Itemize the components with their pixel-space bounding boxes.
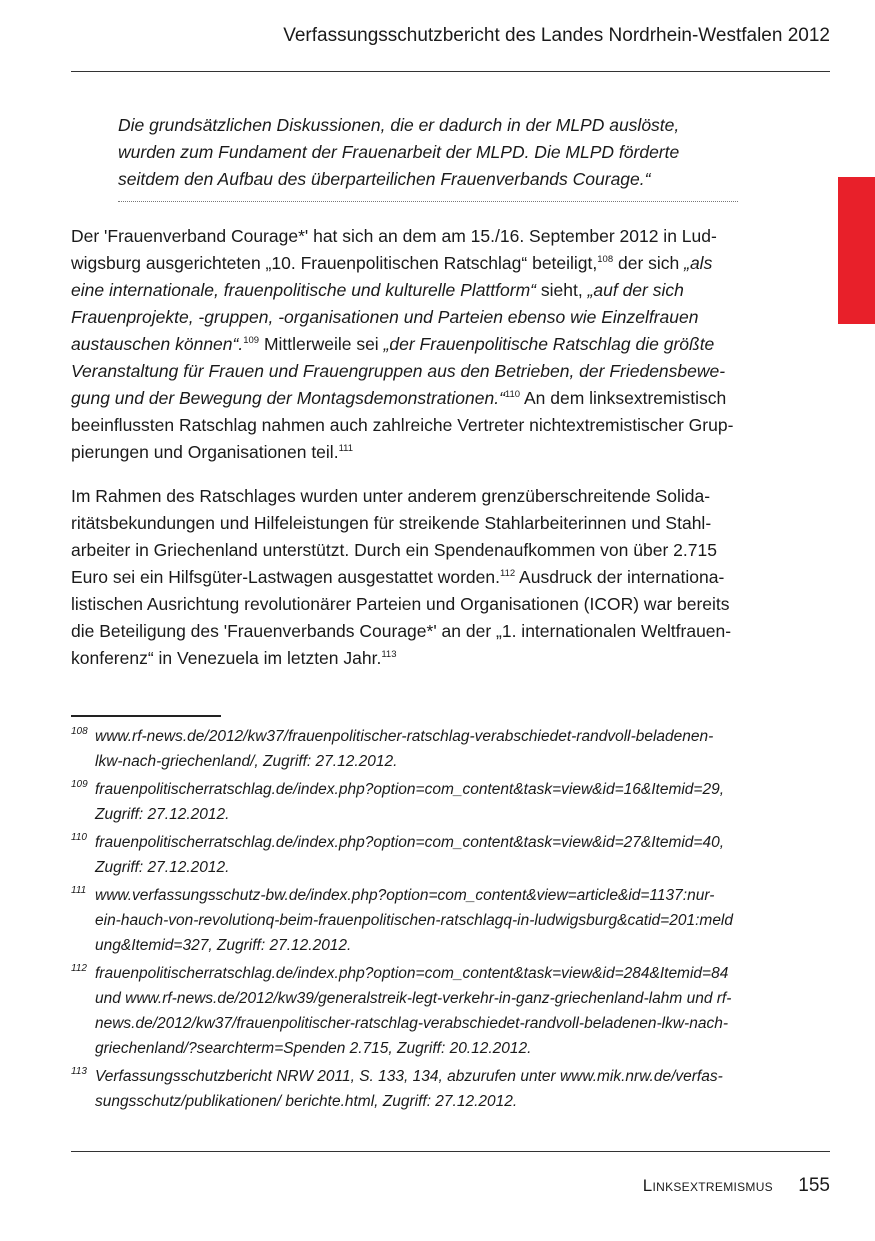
- quote-line: Die grundsätzlichen Diskussionen, die er dadurch in der MLPD auslöste,: [118, 115, 680, 135]
- footnote-line: ung&Itemid=327, Zugriff: 27.12.2012.: [95, 937, 352, 954]
- text-line: pierungen und Organisationen teil.$^{111}$: [71, 442, 354, 462]
- footnote-109: [71, 777, 791, 827]
- body-paragraph-2: [71, 483, 781, 672]
- text-line: ritätsbekundungen und Hilfeleistungen für streikende Stahlarbeiterinnen und Stahl-: [71, 513, 712, 533]
- block-quote: [118, 112, 758, 193]
- footnote-112: [71, 961, 791, 1061]
- footnote-number: 112: [71, 963, 87, 974]
- footnote-113: [71, 1064, 791, 1114]
- text-line: Euro sei ein Hilfsgüter-Lastwagen ausgestattet worden.$^{112}$ Ausdruck der internationa-: [71, 567, 725, 587]
- text-line: Im Rahmen des Ratschlages wurden unter anderem grenzüberschreitende Solida-: [71, 486, 711, 506]
- footnote-link[interactable]: www.verfassungsschutz-bw.de/index.php?option=com_content&view=article&id=1137:nur-: [95, 887, 715, 904]
- footnote-number: 108: [71, 726, 88, 737]
- footnote-108: [71, 724, 791, 774]
- text-line: arbeiter in Griechenland unterstützt. Durch ein Spendenaufkommen von über 2.715: [71, 540, 717, 560]
- text-line: wigsburg ausgerichteten „10. Frauenpolitischen Ratschlag“ beteiligt,$^{108}$ der sich „als: [71, 253, 713, 273]
- footnote-link[interactable]: frauenpolitischerratschlag.de/index.php?option=com_content&task=view&id=284&Itemid=84: [95, 965, 729, 982]
- chapter-tab-marker: [838, 177, 875, 324]
- footnote-link[interactable]: und www.rf-news.de/2012/kw39/generalstreik-legt-verkehr-in-ganz-griechenland-lahm und rf-: [95, 990, 732, 1007]
- footnote-link[interactable]: news.de/2012/kw37/frauenpolitischer-ratschlag-verabschiedet-randvoll-beladenen-lkw-nach-: [95, 1015, 728, 1032]
- page-number: 155: [798, 1175, 830, 1196]
- text-line: die Beteiligung des 'Frauenverbands Courage*' an der „1. internationalen Weltfrauen-: [71, 621, 732, 641]
- footer-section-title: Linksextremismus: [642, 1176, 773, 1195]
- text-line: Veranstaltung für Frauen und Frauengruppen aus den Betrieben, der Friedensbewe-: [71, 361, 726, 381]
- footnote-separator: [71, 715, 221, 717]
- footnote-111: [71, 883, 791, 958]
- footnote-110: [71, 830, 791, 880]
- footnote-ref: 112: [500, 568, 516, 579]
- running-header-title: Verfassungsschutzbericht des Landes Nordrhein-Westfalen 2012: [283, 25, 830, 46]
- footnote-ref: 110: [504, 389, 521, 400]
- footnote-link[interactable]: www.rf-news.de/2012/kw37/frauenpolitischer-ratschlag-verabschiedet-randvoll-beladenen-: [95, 728, 714, 745]
- footnote-line: Zugriff: 27.12.2012.: [95, 806, 230, 823]
- quote-line: seitdem den Aufbau des überparteilichen Frauenverbands Courage.“: [118, 169, 651, 189]
- text-line: Der 'Frauenverband Courage*' hat sich an dem am 15./16. September 2012 in Lud-: [71, 226, 717, 246]
- text-line: listischen Ausrichtung revolutionärer Parteien und Organisationen (ICOR) war bereits: [71, 594, 730, 614]
- footnote-line: lkw-nach-griechenland/, Zugriff: 27.12.2012.: [95, 753, 398, 770]
- footnote-link[interactable]: ein-hauch-von-revolutionq-beim-frauenpolitischen-ratschlagq-in-ludwigsburg&catid=201:meld: [95, 912, 733, 929]
- body-paragraph-1: [71, 223, 781, 466]
- text-line: beeinflussten Ratschlag nahmen auch zahlreiche Vertreter nichtextremistischer Grup-: [71, 415, 734, 435]
- footnote-line: griechenland/?searchterm=Spenden 2.715, Zugriff: 20.12.2012.: [95, 1040, 532, 1057]
- text-line: austauschen können“.$^{109}$ Mittlerweile sei „der Frauenpolitische Ratschlag die größte: [71, 334, 715, 354]
- quote-dotted-separator: [118, 201, 738, 202]
- footnote-number: 113: [71, 1066, 87, 1077]
- text-line: gung und der Bewegung der Montagsdemonstrationen.“$^{110}$ An dem linksextremistisch: [71, 388, 727, 408]
- text-line: eine internationale, frauenpolitische und kulturelle Plattform“ sieht, „auf der sich: [71, 280, 684, 300]
- footnote-ref: 111: [338, 443, 354, 454]
- quote-line: wurden zum Fundament der Frauenarbeit der MLPD. Die MLPD förderte: [118, 142, 680, 162]
- header-rule: [71, 71, 830, 72]
- footnote-ref: 113: [381, 649, 397, 660]
- footer-rule: [71, 1151, 830, 1152]
- footnote-line: Verfassungsschutzbericht NRW 2011, S. 133, 134, abzurufen unter www.mik.nrw.de/verfas-: [95, 1068, 723, 1085]
- footnote-link[interactable]: frauenpolitischerratschlag.de/index.php?option=com_content&task=view&id=16&Itemid=29,: [95, 781, 725, 798]
- footnote-ref: 108: [597, 254, 614, 265]
- footnote-link[interactable]: sungsschutz/publikationen/ berichte.html, Zugriff: 27.12.2012.: [95, 1093, 518, 1110]
- footnote-link[interactable]: frauenpolitischerratschlag.de/index.php?option=com_content&task=view&id=27&Itemid=40,: [95, 834, 725, 851]
- footnotes: [71, 724, 791, 1117]
- footnote-number: 110: [71, 832, 87, 843]
- footnote-line: Zugriff: 27.12.2012.: [95, 859, 230, 876]
- text-line: konferenz“ in Venezuela im letzten Jahr.$^{113}$: [71, 648, 397, 668]
- text-line: Frauenprojekte, -gruppen, -organisationen und Parteien ebenso wie Einzelfrauen: [71, 307, 699, 327]
- footnote-number: 109: [71, 779, 88, 790]
- footnote-number: 111: [71, 885, 87, 896]
- footnote-ref: 109: [243, 335, 260, 346]
